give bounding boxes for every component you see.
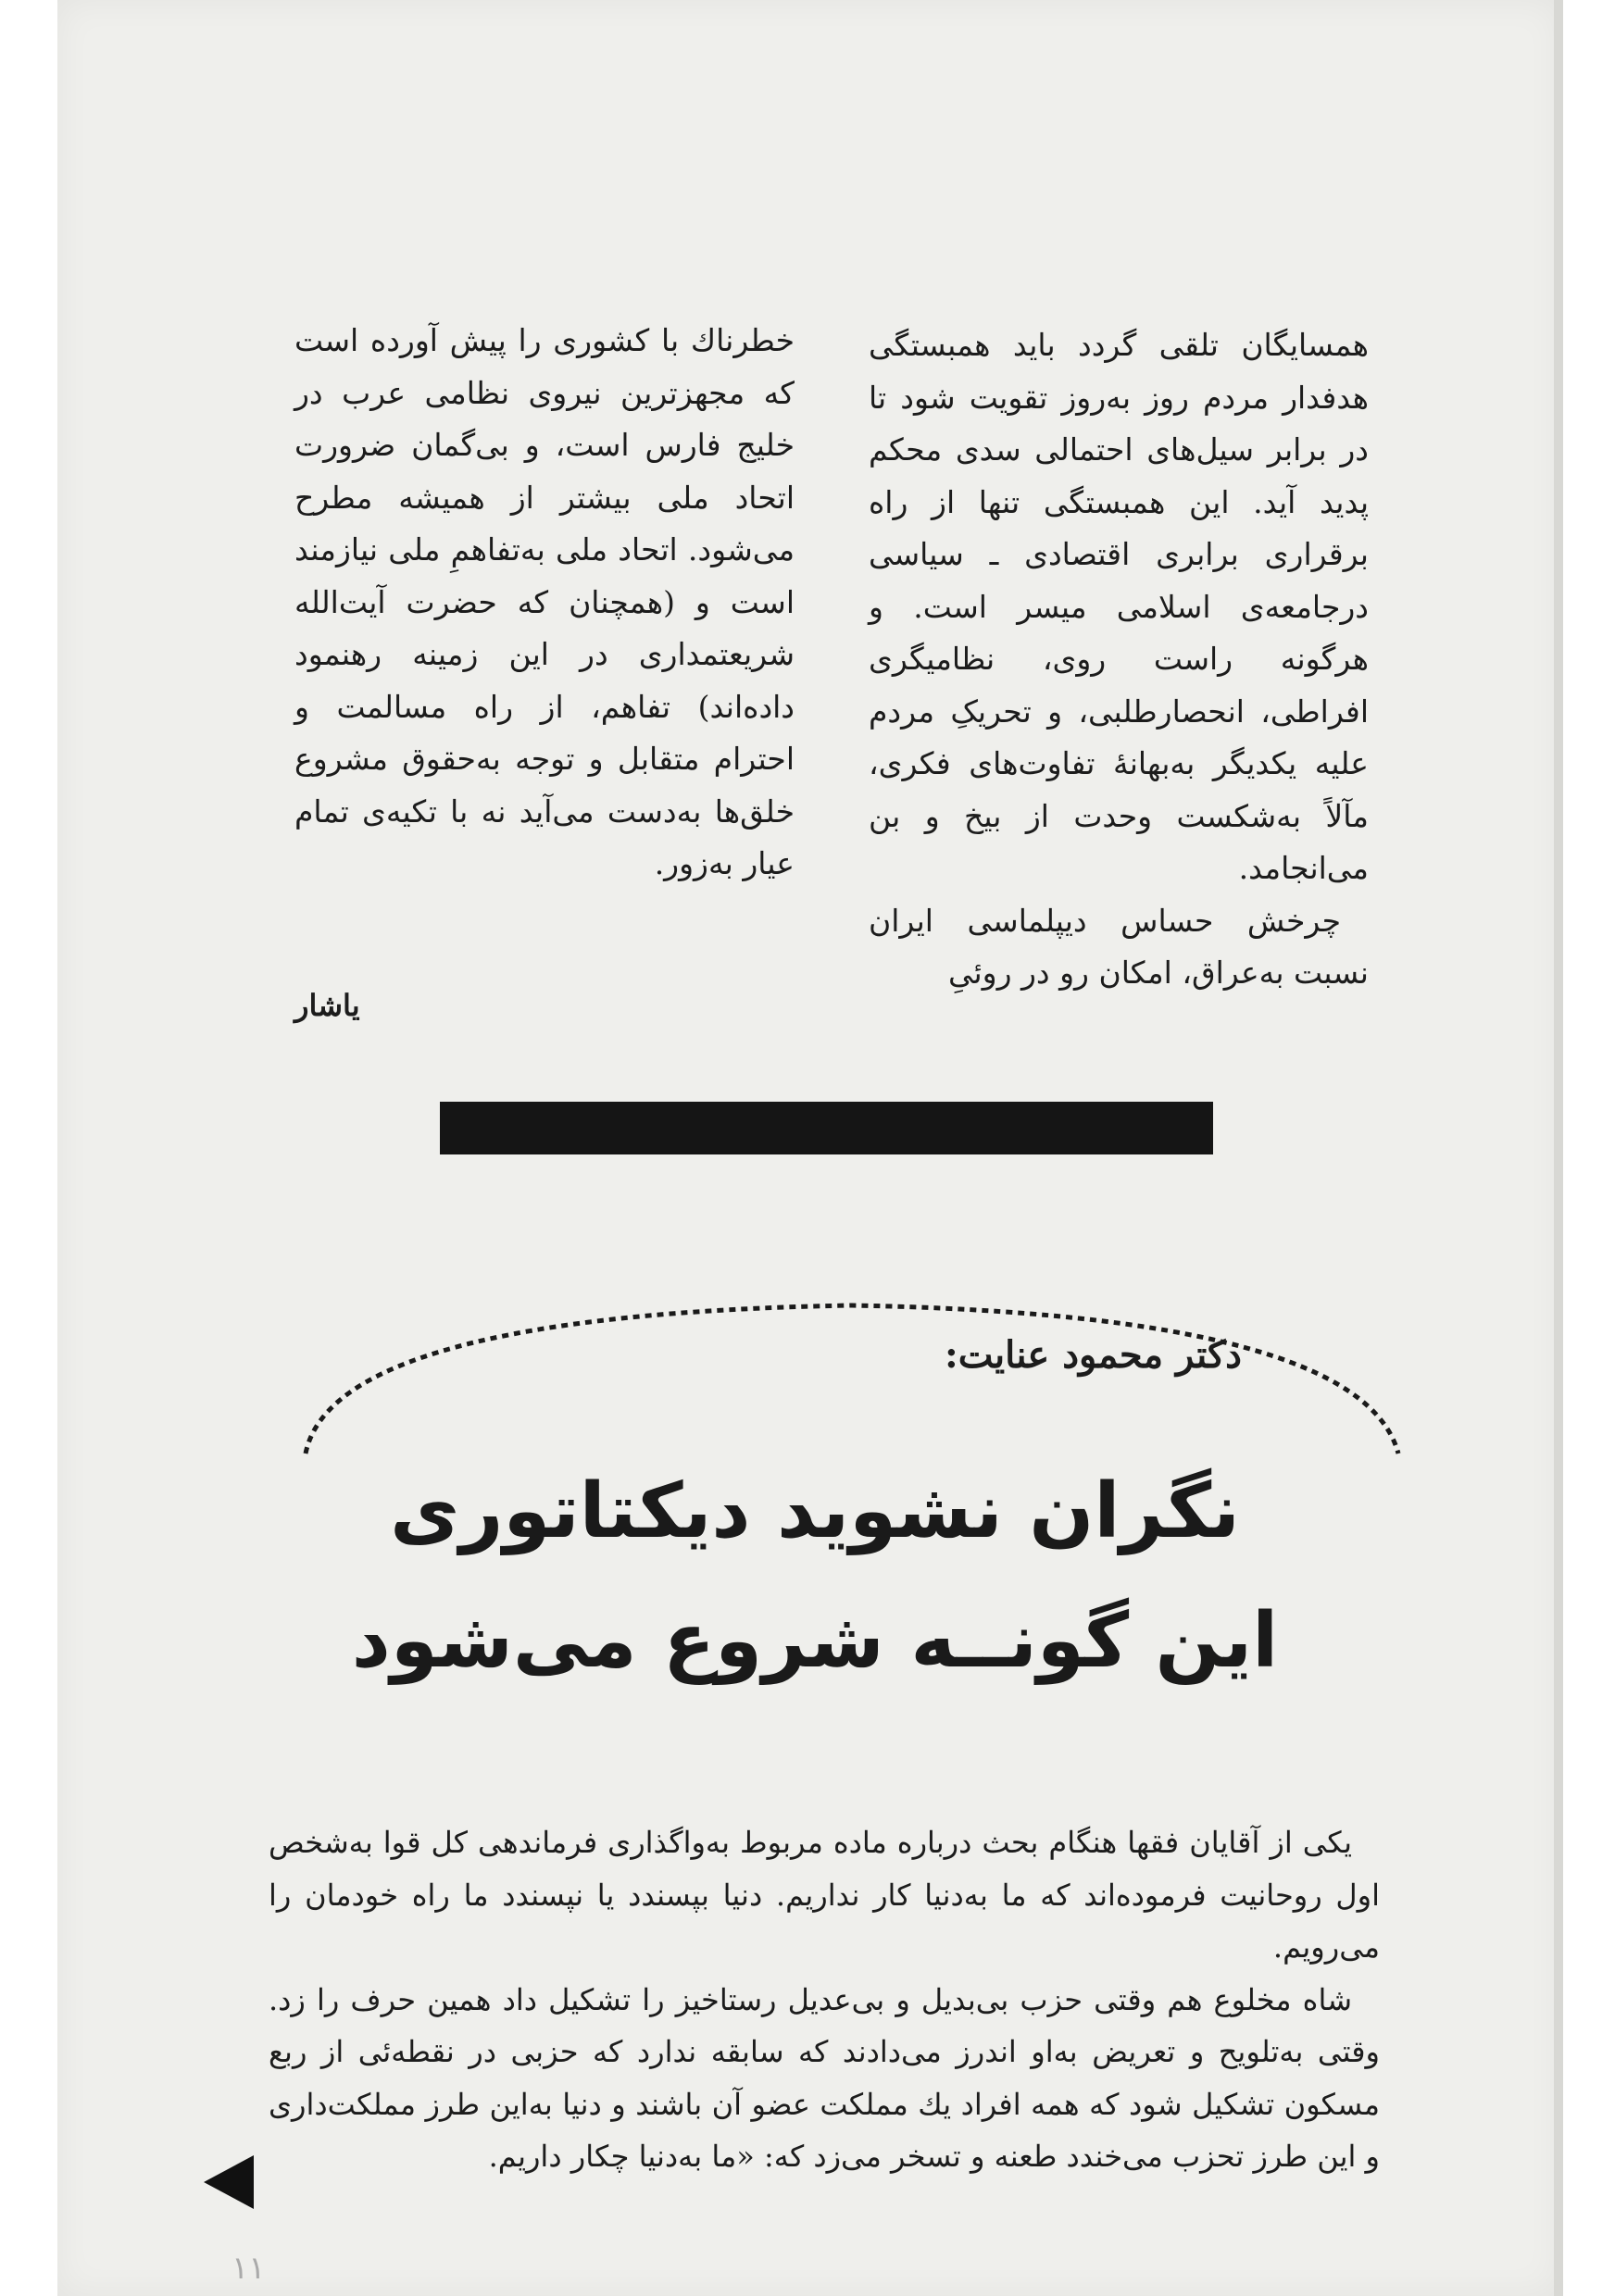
column-left-paragraph: خطرناك با کشوری را پیش آورده است که مجهزترین نیروی نظامی عرب در خلیج فارس است، و بی‌گمان ضرورت اتحاد ملی بیشتر از همیشه مطرح می‌شود. اتحاد ملی به‌تفاهمِ ملی نیازمند است و (همچنان که حضرت آیت‌الله شریعتمداری در این زمینه رهنمود داده‌اند) تفاهم، از راه مسالمت و احترام متقابل و توجه به‌حقوق مشروع خلق‌ها به‌دست می‌آید نه با تکیه‌ی تمام عیار به‌زور. [294,322,795,881]
article-column-right [869,319,1369,1000]
headline-line-2: این گونــه شروع می‌شود [351,1597,1279,1685]
dashed-arc-ornament [296,1287,1408,1472]
paper-edge [1554,0,1563,2296]
article-body [269,1816,1380,2183]
column-right-paragraph: همسایگان تلقی گردد باید همبستگی هدفدار مردم روز به‌روز تقویت شود تا در برابر سیل‌های احتمالی سدی محکم پدید آید. این همبستگی تنها از راه برقراری برابری اقتصادی ـ سیاسی درجامعه‌ی اسلامی میسر است. و هرگونه راست روی، نظامیگری افراطی، انحصارطلبی، و تحریکِ مردم علیه یکدیگر به‌بهانهٔ تفاوت‌های فکری، مآلاً به‌شکست وحدت از بیخ و بن می‌انجامد. [869,327,1369,886]
section-divider-bar [440,1102,1213,1154]
page-number: ۱۱ [232,2250,266,2287]
author-name: دکتر محمود عنایت: [945,1333,1242,1377]
article-column-left [294,315,795,891]
body-paragraph: یکی از آقایان فقها هنگام بحث درباره ماده مربوط به‌واگذاری فرماندهی کل قوا به‌شخص اول روحانیت فرموده‌اند که ما به‌دنیا کار نداریم. دنیا بپسندد یا نپسندد ما راه خودمان را می‌رویم. [269,1825,1380,1965]
headline-line-1: نگران نشوید دیکتاتوری [390,1467,1240,1555]
column-right-paragraph: چرخش حساس دیپلماسی ایران نسبت به‌عراق، امکان رو در روئیِ [869,902,1369,991]
article-signature: یاشار [294,988,360,1023]
continue-arrow-icon [204,2155,254,2209]
body-paragraph: شاه مخلوع هم وقتی حزب بی‌بدیل و بی‌عدیل رستاخیز را تشکیل داد همین حرف را زد. وقتی به‌تلویح و تعریض به‌او اندرز می‌دادند که سابقه ندارد که حزبی در نقطه‌ئی از ربع مسکون تشکیل شود که همه افراد یك مملکت عضو آن باشند و دنیا به‌این طرز مملکت‌داری و این طرز تحزب می‌خندد طعنه و تسخر می‌زد که: «ما به‌دنیا چکار داریم. [269,1981,1381,2174]
